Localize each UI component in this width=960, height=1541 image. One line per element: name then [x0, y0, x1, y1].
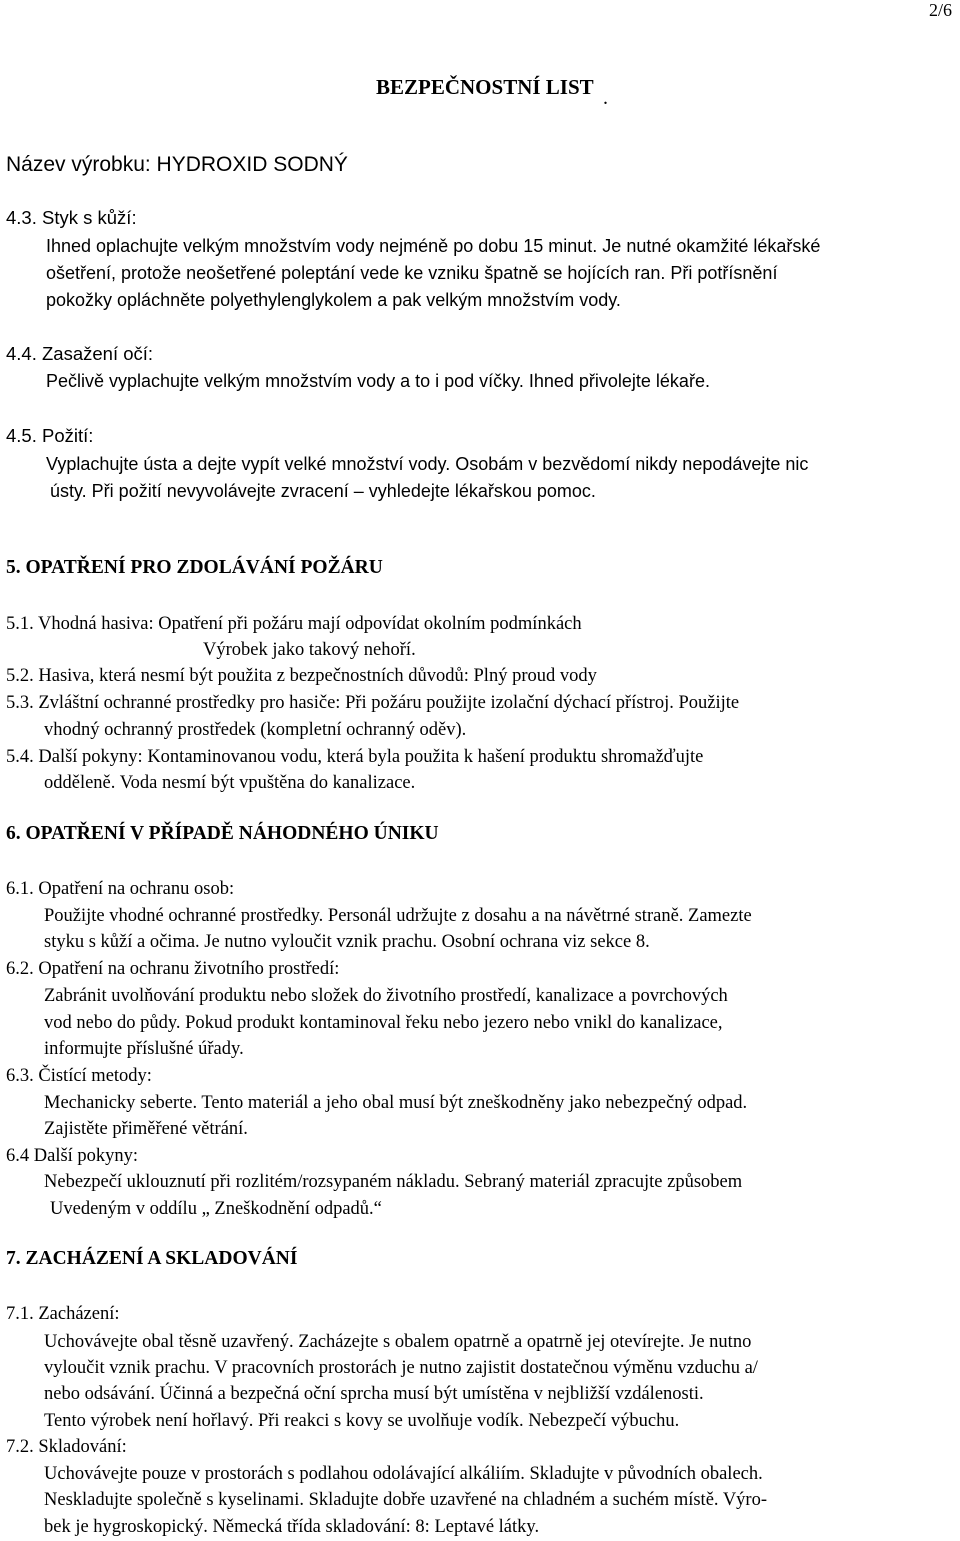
- text-line: 5.3. Zvláštní ochranné prostředky pro hasiče: Při požáru použijte izolační dýchací přístroj. Použijte: [6, 693, 740, 713]
- text-line: Mechanicky seberte. Tento materiál a jeho obal musí být zneškodněny jako nebezpečný odpad.: [44, 1093, 748, 1113]
- subsection-number: 4.4.: [6, 343, 37, 364]
- subsection-title: Styk s kůží:: [42, 207, 137, 228]
- text-line: styku s kůží a očima. Je nutno vyloučit vznik prachu. Osobní ochrana viz sekce 8.: [44, 932, 650, 952]
- product-name: Název výrobku: HYDROXID SODNÝ: [6, 153, 348, 176]
- subsection-title: Požití:: [42, 425, 94, 446]
- text-line: Uchovávejte obal těsně uzavřený. Zacházejte s obalem opatrně a opatrně jej otevírejte. Je nutno: [44, 1332, 752, 1352]
- subsection-title: Zasažení očí:: [42, 343, 154, 364]
- text-line: Výrobek jako takový nehoří.: [203, 640, 416, 660]
- text-line: ošetření, protože neošetřené poleptání vede ke vzniku špatně se hojících ran. Při potřísnění: [46, 263, 778, 283]
- text-line: Ihned oplachujte velkým množstvím vody nejméně po dobu 15 minut. Je nutné okamžité lékařské: [46, 236, 821, 256]
- text-line: Zajistěte přiměřené větrání.: [44, 1119, 248, 1139]
- section-heading: 7. ZACHÁZENÍ A SKLADOVÁNÍ: [6, 1248, 298, 1269]
- text-line: 6.4 Další pokyny:: [6, 1146, 139, 1166]
- document-title: BEZPEČNOSTNÍ LIST: [376, 75, 594, 99]
- section-heading: 6. OPATŘENÍ V PŘÍPADĚ NÁHODNÉHO ÚNIKU: [6, 823, 439, 844]
- text-line: odděleně. Voda nesmí být vpuštěna do kanalizace.: [44, 773, 416, 793]
- text-line: vhodný ochranný prostředek (kompletní ochranný oděv).: [44, 720, 467, 740]
- text-line: 6.1. Opatření na ochranu osob:: [6, 879, 235, 899]
- text-line: vod nebo do půdy. Pokud produkt kontaminoval řeku nebo jezero nebo vnikl do kanalizace,: [44, 1013, 723, 1033]
- text-line: Neskladujte společně s kyselinami. Skladujte dobře uzavřené na chladném a suchém místě. Výro-: [44, 1490, 767, 1510]
- text-line: 5.1. Vhodná hasiva: Opatření při požáru mají odpovídat okolním podmínkách: [6, 614, 582, 634]
- text-line: pokožky opláchněte polyethylenglykolem a pak velkým množstvím vody.: [46, 290, 621, 310]
- text-line: Vyplachujte ústa a dejte vypít velké množství vody. Osobám v bezvědomí nikdy nepodávejte nic: [46, 454, 809, 474]
- text-line: Zabránit uvolňování produktu nebo složek do životního prostředí, kanalizace a povrchových: [44, 986, 728, 1006]
- text-line: Pečlivě vyplachujte velkým množstvím vody a to i pod víčky. Ihned přivolejte lékaře.: [46, 371, 710, 391]
- subsection-number: 4.5.: [6, 425, 37, 446]
- text-line: 5.2. Hasiva, která nesmí být použita z bezpečnostních důvodů: Plný proud vody: [6, 666, 597, 686]
- text-line: Použijte vhodné ochranné prostředky. Personál udržujte z dosahu a na návětrné straně. Zamezte: [44, 906, 752, 926]
- text-line: vyloučit vznik prachu. V pracovních prostorách je nutno zajistit dostatečnou výměnu vzduchu a/: [44, 1358, 758, 1378]
- text-line: 6.3. Čistící metody:: [6, 1066, 152, 1086]
- subsection-heading: [6, 206, 137, 230]
- text-line: 6.2. Opatření na ochranu životního prostředí:: [6, 959, 340, 979]
- text-line: bek je hygroskopický. Německá třída skladování: 8: Leptavé látky.: [44, 1517, 540, 1537]
- title-dot: .: [603, 87, 608, 109]
- text-line: 7.2. Skladování:: [6, 1437, 127, 1457]
- text-line: informujte příslušné úřady.: [44, 1039, 244, 1059]
- subsection-heading: [6, 424, 93, 448]
- text-line: Nebezpečí uklouznutí při rozlitém/rozsypaném nákladu. Sebraný materiál zpracujte způsobem: [44, 1172, 743, 1192]
- section-heading: 5. OPATŘENÍ PRO ZDOLÁVÁNÍ POŽÁRU: [6, 557, 383, 578]
- text-line: Tento výrobek není hořlavý. Při reakci s kovy se uvolňuje vodík. Nebezpečí výbuchu.: [44, 1411, 680, 1431]
- text-line: 7.1. Zacházení:: [6, 1304, 120, 1324]
- subsection-number: 4.3.: [6, 207, 37, 228]
- text-line: Uchovávejte pouze v prostorách s podlahou odolávající alkáliím. Skladujte v původních obalech.: [44, 1464, 763, 1484]
- text-line: Uvedeným v oddílu „ Zneškodnění odpadů.“: [50, 1199, 382, 1219]
- text-line: ústy. Při požití nevyvolávejte zvracení – vyhledejte lékařskou pomoc.: [50, 481, 596, 501]
- page-number: 2/6: [928, 0, 952, 20]
- text-line: nebo odsávání. Účinná a bezpečná oční sprcha musí být umístěna v nejbližší vzdálenosti.: [44, 1384, 704, 1404]
- subsection-heading: [6, 342, 153, 366]
- text-line: 5.4. Další pokyny: Kontaminovanou vodu, která byla použita k hašení produktu shromažďujte: [6, 747, 704, 767]
